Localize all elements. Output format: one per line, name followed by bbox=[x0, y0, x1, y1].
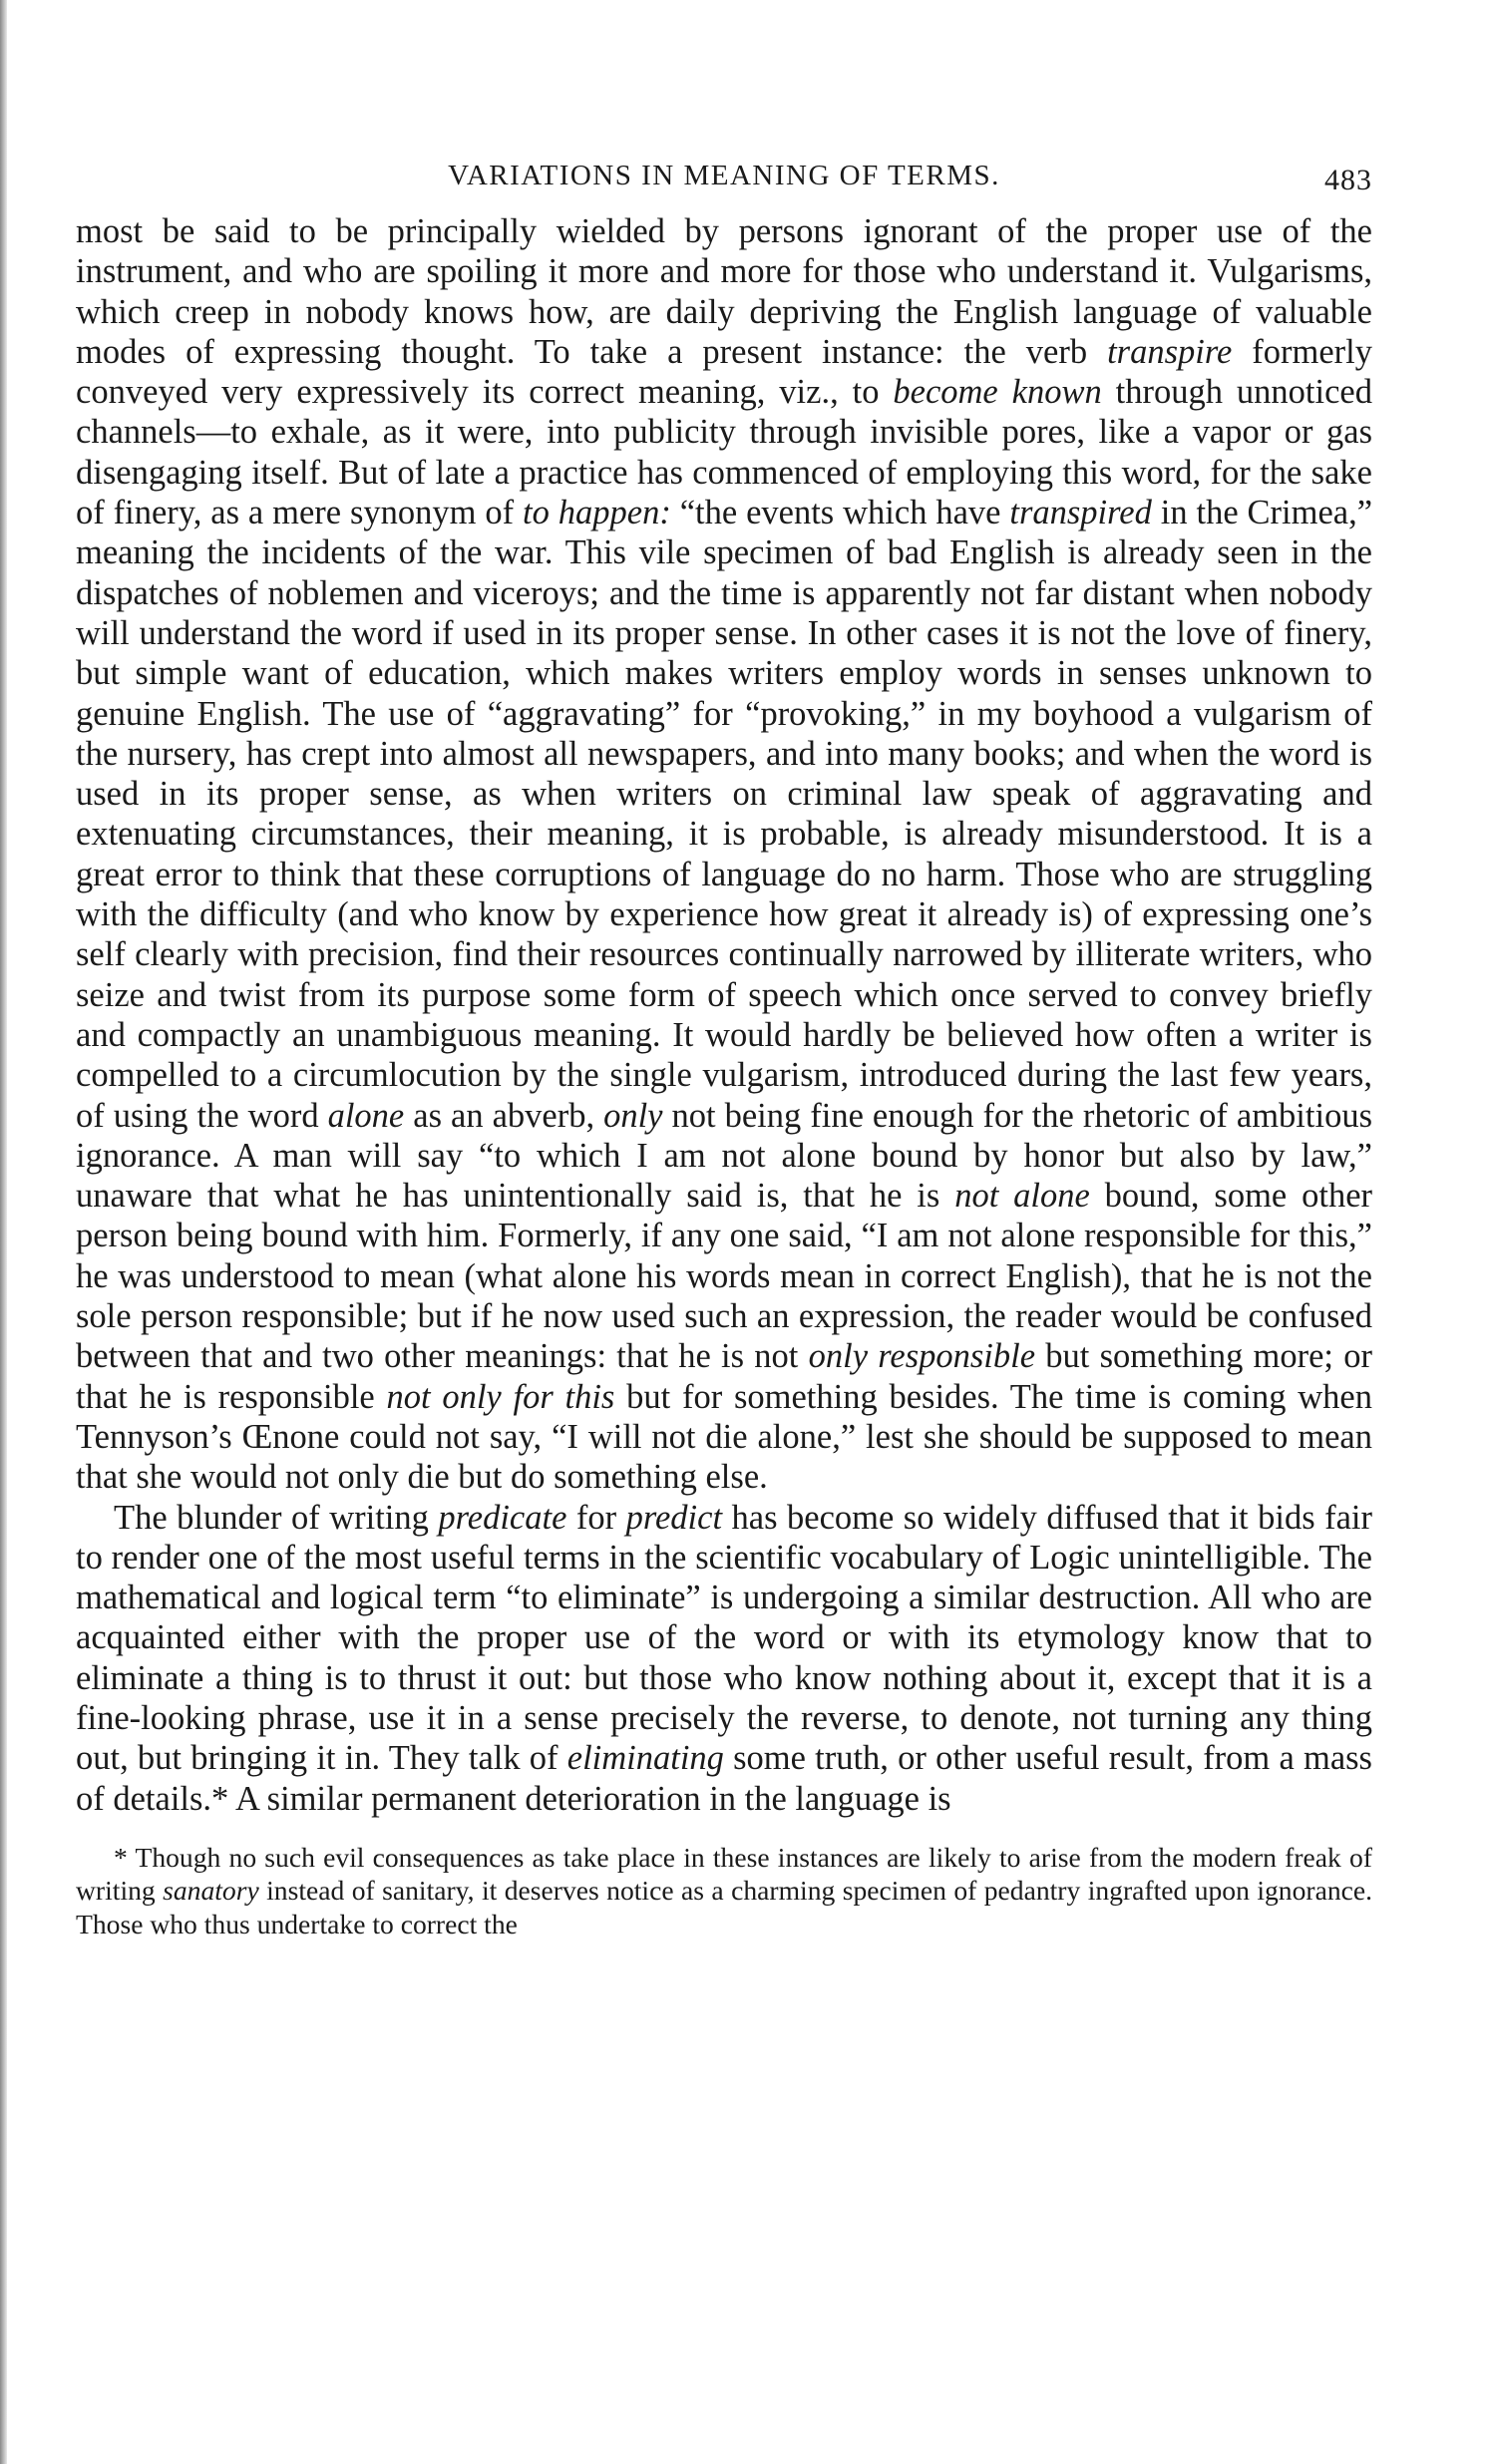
italic-text: sanatory bbox=[163, 1875, 259, 1907]
text-run: but something more; or that he is responsible bbox=[76, 1337, 1372, 1416]
italic-text: transpired bbox=[1009, 494, 1152, 532]
book-page bbox=[76, 160, 1372, 1940]
text-run: The blunder of writing bbox=[114, 1498, 439, 1537]
text-run: most be said to be principally wielded by persons ignorant of the proper use of the instrument, and who are spoiling it more and more for those who understand it. Vulgarisms, which creep in nobody knows how, are daily depriving the English language of valuable modes of expressing thought. To take a present instance: the verb bbox=[76, 212, 1372, 371]
text-run: has become so widely diffused that it bids fair to render one of the most useful terms in the scientific vocabulary of Logic unintelligible. The mathematical and logical term “to eliminate” is undergoing a similar destruction. All who are acquainted either with the proper use of the word or with its etymology know that to eliminate a thing is to thrust it out: but those who know nothing about it, except that it is a fine-looking phrase, use it in a sense precisely the reverse, to denote, not turning any thing out, but bringing it in. They talk of bbox=[76, 1498, 1372, 1778]
italic-text: become known bbox=[893, 373, 1102, 412]
text-run: in the Crimea,” meaning the incidents of the war. This vile specimen of bad English is already seen in the dispatches of noblemen and viceroys; and the time is apparently not far distant when nobody will understand the word if used in its proper sense. In other cases it is not the love of finery, but simple want of education, which makes writers employ words in senses unknown to genuine English. The use of “aggravating” for “provoking,” in my boyhood a vulgarism of the nursery, has crept into almost all newspapers, and into many books; and when the word is used in its proper sense, as when writers on criminal law speak of aggravating and extenuating circumstances, their meaning, it is probable, is already misunderstood. It is a great error to think that these corruptions of language do no harm. Those who are struggling with the difficulty (and who know by experience how great it already is) of expressing one’s self clearly with precision, find their resources continually narrowed by illiterate writers, who seize and twist from its purpose some form of speech which once served to convey briefly and compactly an unambiguous meaning. It would hardly be believed how often a writer is compelled to a circumlocution by the single vulgarism, introduced during the last few years, of using the word bbox=[76, 494, 1373, 1135]
page-number: 483 bbox=[1324, 164, 1372, 196]
italic-text: only bbox=[603, 1096, 663, 1135]
page-edge-shadow bbox=[0, 0, 7, 2464]
text-run: not being fine enough for the rhetoric of ambitious ignorance. A man will say “to which I am not alone bound by honor but also by law,” unaware that what he has unintentionally said is, that he is bbox=[76, 1096, 1372, 1216]
italic-text: to happen: bbox=[523, 494, 671, 532]
text-run: * Though no such evil consequences as take place in these instances are likely to arise from the modern freak of writing bbox=[76, 1841, 1372, 1907]
italic-text: predicate bbox=[438, 1498, 567, 1537]
text-run: some truth, or other useful result, from a mass of details.* A similar permanent deterioration in the language is bbox=[76, 1739, 1372, 1818]
text-run: as an abverb, bbox=[404, 1096, 604, 1135]
text-run: “the events which have bbox=[670, 494, 1010, 532]
page-header bbox=[76, 160, 1372, 211]
paragraph-2 bbox=[76, 1498, 1372, 1819]
text-run: but for something besides. The time is coming when Tennyson’s Œnone could not say, “I will not die alone,” lest she should be supposed to mean that she would not only die but do something else. bbox=[76, 1377, 1372, 1497]
text-run: formerly conveyed very expressively its correct meaning, viz., to bbox=[76, 332, 1373, 412]
italic-text: only responsible bbox=[808, 1337, 1036, 1376]
italic-text: not alone bbox=[954, 1177, 1090, 1216]
italic-text: eliminating bbox=[566, 1739, 724, 1778]
body-text bbox=[76, 211, 1372, 1819]
italic-text: not only for this bbox=[386, 1377, 615, 1416]
text-run: for bbox=[566, 1498, 626, 1537]
footnote bbox=[76, 1841, 1372, 1940]
italic-text: alone bbox=[327, 1096, 405, 1135]
text-run: through unnoticed channels—to exhale, as it were, into publicity through invisible pores, like a vapor or gas disengaging itself. But of late a practice has commenced of employing this word, for the sake of finery, as a mere synonym of bbox=[76, 373, 1372, 532]
text-run: bound, some other person being bound with him. Formerly, if any one said, “I am not alone responsible for this,” he was understood to mean (what alone his words mean in correct English), that he is not the sole person responsible; but if he now used such an expression, the reader would be confused between that and two other meanings: that he is not bbox=[76, 1177, 1372, 1376]
paragraph-1 bbox=[76, 211, 1372, 1498]
italic-text: predict bbox=[625, 1498, 723, 1537]
text-run: instead of sanitary, it deserves notice as a charming specimen of pedantry ingrafted upon ignorance. Those who thus undertake to correct the bbox=[76, 1875, 1373, 1939]
running-title: VARIATIONS IN MEANING OF TERMS. bbox=[448, 160, 1000, 191]
italic-text: transpire bbox=[1107, 332, 1233, 371]
